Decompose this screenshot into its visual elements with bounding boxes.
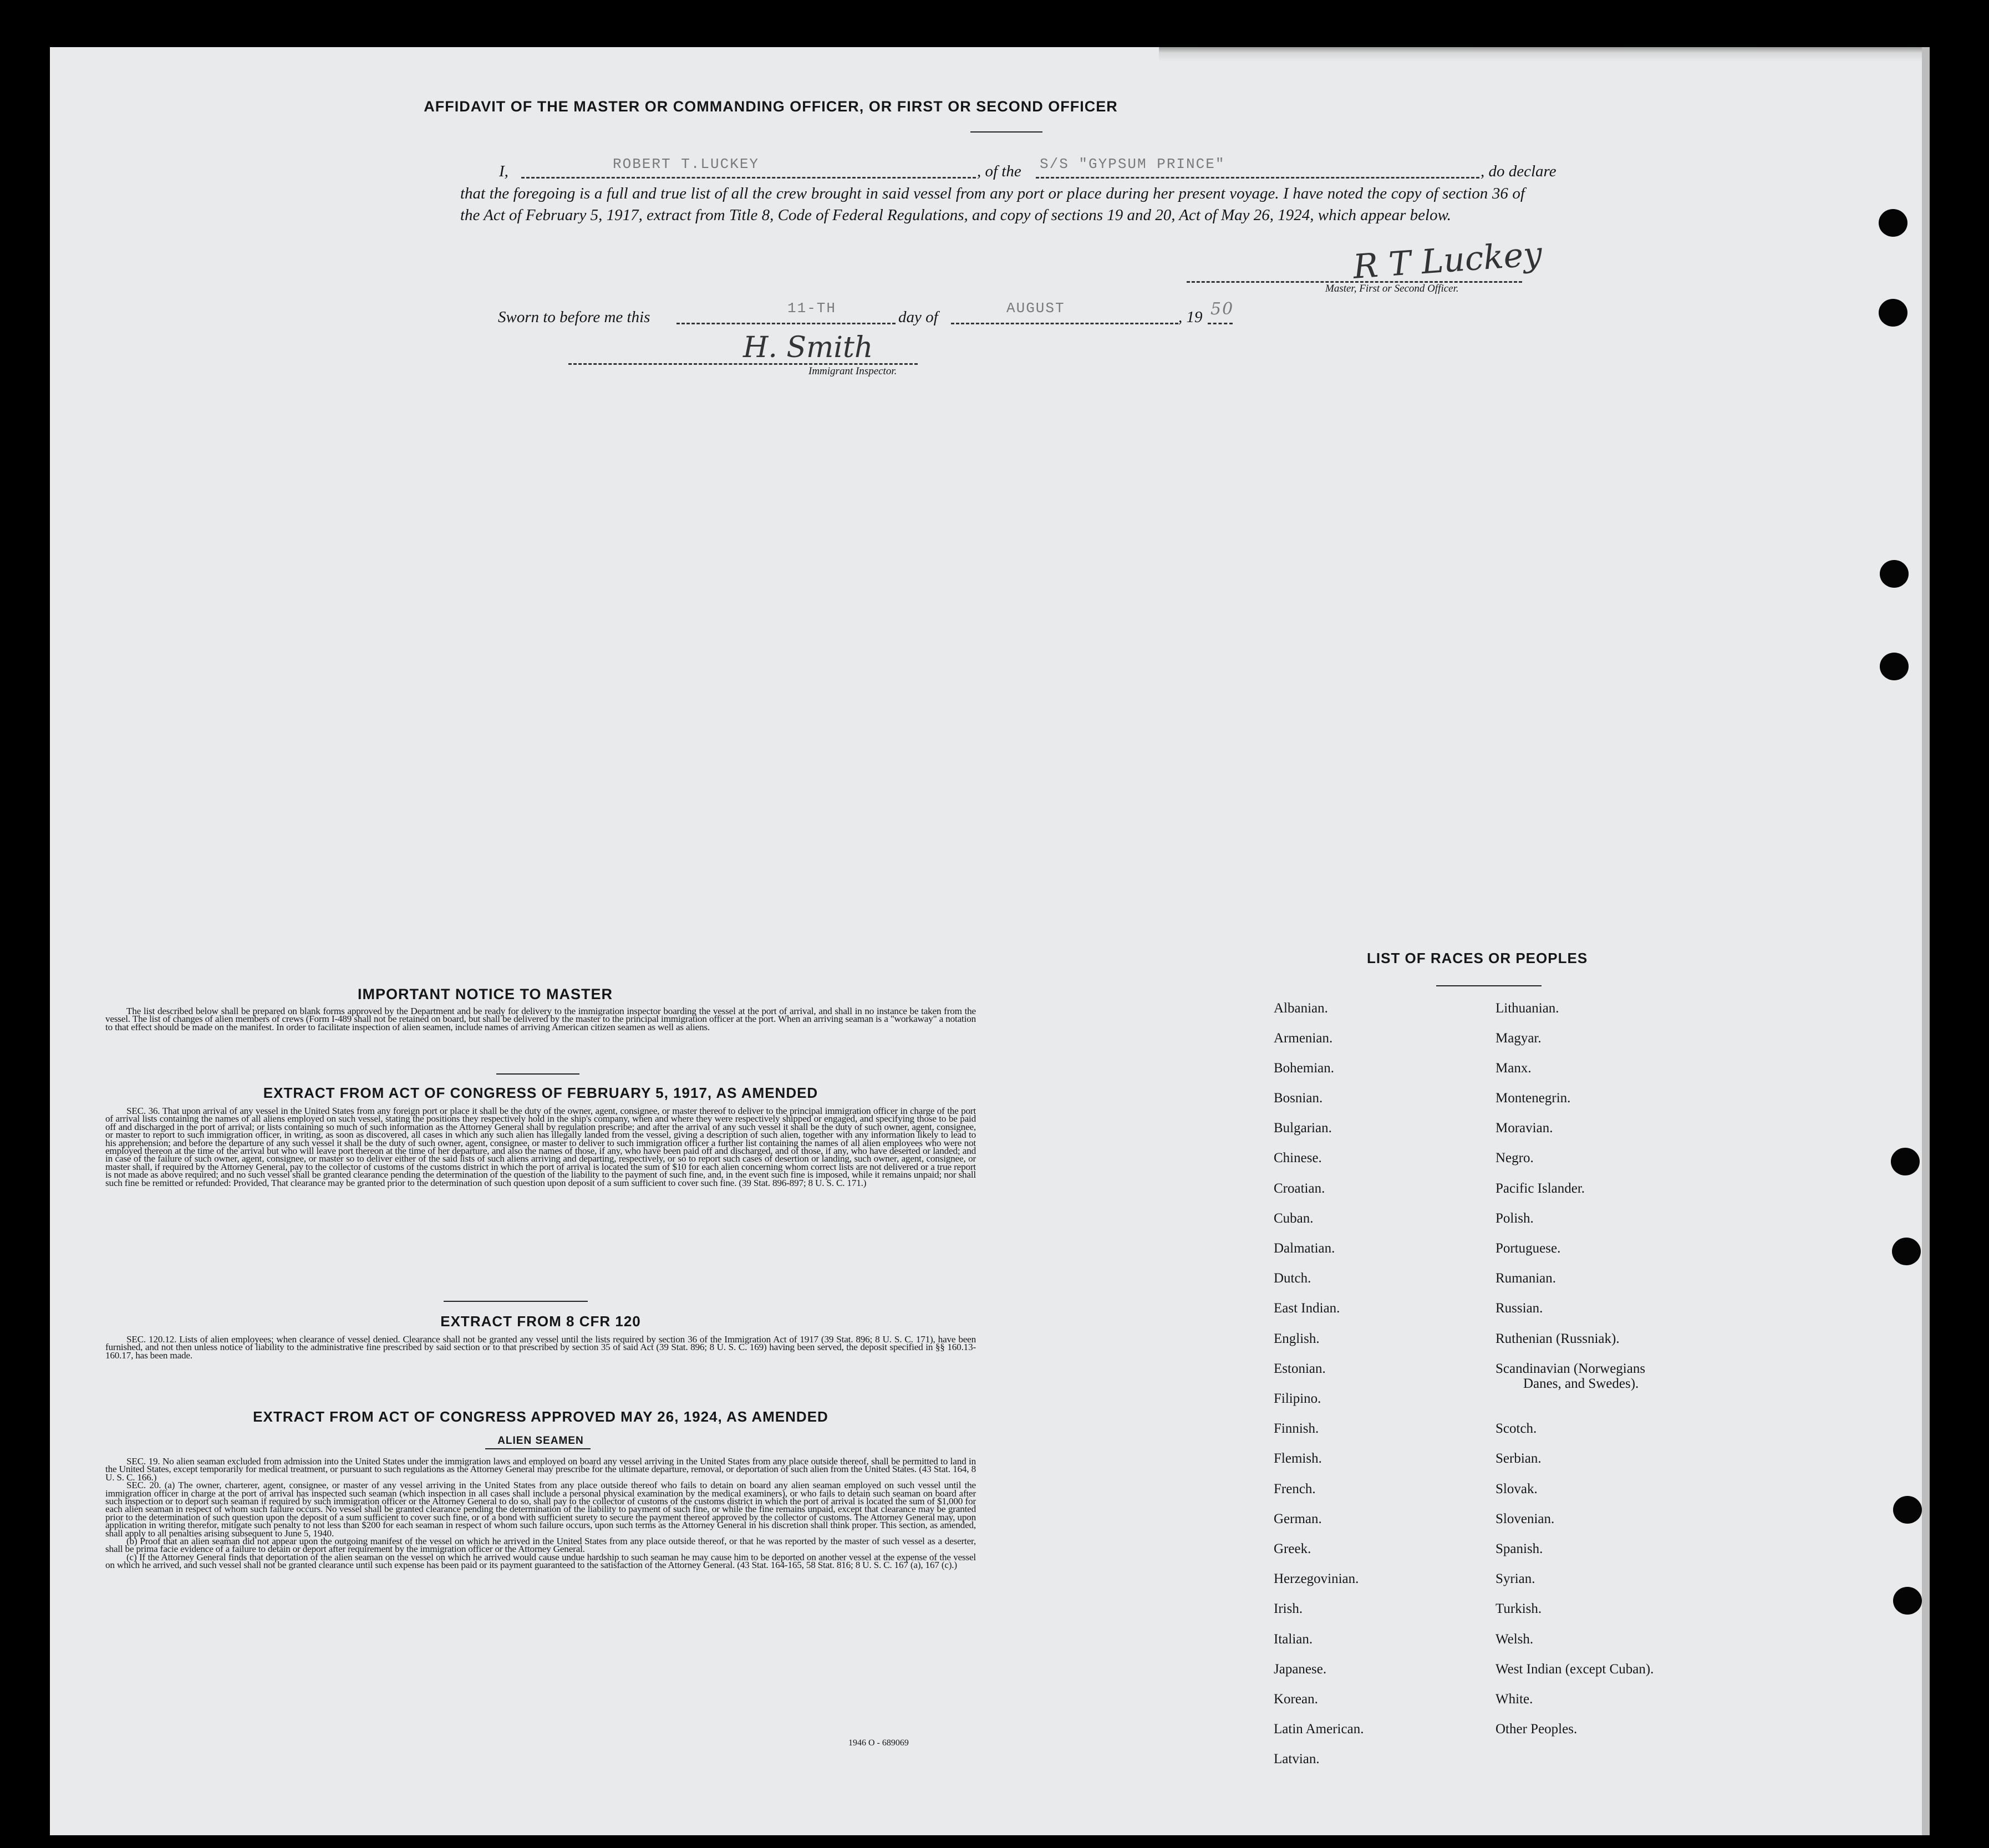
race-item: Bulgarian. — [1274, 1121, 1332, 1136]
extract-1917-title: EXTRACT FROM ACT OF CONGRESS OF FEBRUARY 5, 1917, AS AMENDED — [263, 1085, 818, 1101]
race-item: Irish. — [1274, 1601, 1303, 1616]
races-title-rule — [1436, 985, 1542, 986]
race-item: Magyar. — [1495, 1031, 1542, 1046]
sec-20b-text: (b) Proof that an alien seaman did not appear upon the outgoing manifest of the vessel on which he arrived in the United States from any place outside thereof, or that he was reported by the master of such vessel as a deserter, shall be prima facie evidence of a failure to detain or deport after requirement by the immigration officer or the Attorney General. — [105, 1536, 976, 1555]
punch-hole — [1879, 209, 1907, 237]
race-item: Moravian. — [1495, 1121, 1553, 1136]
race-item: German. — [1274, 1511, 1322, 1526]
race-item: West Indian (except Cuban). — [1495, 1662, 1654, 1677]
do-declare-label: , do declare — [1481, 162, 1556, 180]
race-item: East Indian. — [1274, 1301, 1340, 1316]
race-item: Estonian. — [1274, 1361, 1326, 1376]
race-item: Bosnian. — [1274, 1091, 1323, 1106]
sworn-day: 11-TH — [787, 300, 837, 317]
races-title: LIST OF RACES OR PEOPLES — [1367, 950, 1588, 966]
sworn-day-line — [676, 323, 896, 324]
race-item: French. — [1274, 1482, 1316, 1496]
vessel-name: S/S "GYPSUM PRINCE" — [1040, 156, 1225, 172]
punch-hole — [1893, 1587, 1922, 1615]
race-item: English. — [1274, 1331, 1320, 1346]
affidavit-body: that the foregoing is a full and true list of all the crew brought in said vessel from any port or place during her present voyage. I have noted the copy of section 36 of the Act of February 5, 1917, extract from Title 8, Code of Federal Regulations, and copy of sections 19 and 20, Act of May 26, 1924, which appear below. — [460, 185, 1525, 224]
notice-text: The list described below shall be prepared on blank forms approved by the Department and be ready for delivery to the immigration inspector boarding the vessel at the port of arrival, and shall in no instance be taken from the vessel. The list of changes of alien members of crews (Form I-489 shall not be retained on board, but shall be delivered by the master to the principal immigration officer at the port. When an arriving seaman is a "workaway" a notation to that effect should be made on the manifest. In order to facilitate inspection of alien seamen, include names of arriving American citizen seamen as well as aliens. — [105, 1006, 976, 1032]
i-label: I, — [499, 162, 508, 180]
race-item: Croatian. — [1274, 1181, 1325, 1196]
year-prefix: , 19 — [1178, 308, 1203, 326]
alien-seamen-subtitle: ALIEN SEAMEN — [497, 1435, 584, 1447]
inspector-caption: Immigrant Inspector. — [808, 365, 897, 377]
extract-1924-body — [105, 1458, 976, 1570]
sec-20a-text: SEC. 20. (a) The owner, charterer, agent, consignee, or master of any vessel arriving in the United States from any place outside thereof who fails to detain on board any alien seaman employed on such vessel until the immigration officer in charge at the port of arrival has inspected such seaman (which inspection in all cases shall include a personal physical examination by the medical examiners), or who fails to detain such seaman on board after such inspection or to deport such seaman if required by such immigration officer or the Attorney General to do so, shall pay to the collector of customs of the customs district in which the port of arrival is located the sum of $1,000 for each alien seaman in respect of whom such failure occurs. No vessel shall be granted clearance pending the determination of the liability to payment of such fine, or while the fine remains unpaid, except that clearance may be granted prior to the determination of such question upon the deposit of a sum sufficient to cover such fine, or of a bond with sufficient surety to secure the payment thereof approved by the collector of customs. The Attorney General may, upon application in writing therefor, mitigate such penalty to not less than $200 for each seaman in respect of whom such failure occurs, upon such terms as the Attorney General in his discretion shall think proper. This section, as amended, shall apply to all penalties arising subsequent to June 5, 1940. — [105, 1480, 976, 1539]
race-item: Polish. — [1495, 1211, 1534, 1226]
race-item: Greek. — [1274, 1541, 1311, 1556]
extract-1924-title: EXTRACT FROM ACT OF CONGRESS APPROVED MAY 26, 1924, AS AMENDED — [253, 1408, 828, 1425]
race-item: Flemish. — [1274, 1451, 1322, 1466]
race-item: Syrian. — [1495, 1571, 1535, 1586]
punch-hole — [1891, 1148, 1920, 1175]
day-of-label: day of — [898, 308, 938, 326]
affidavit-title: AFFIDAVIT OF THE MASTER OR COMMANDING OFFICER, OR FIRST OR SECOND OFFICER — [424, 98, 1118, 115]
punch-hole — [1892, 1238, 1921, 1265]
year-line — [1208, 323, 1233, 324]
race-item: Montenegrin. — [1495, 1091, 1571, 1106]
sworn-label: Sworn to before me this — [498, 308, 650, 326]
print-code: 1946 O - 689069 — [848, 1738, 909, 1748]
master-signature: R T Luckey — [1351, 235, 1544, 287]
subtitle-rule — [485, 1448, 591, 1449]
race-item: Chinese. — [1274, 1150, 1322, 1165]
vessel-name-line — [1036, 177, 1479, 179]
punch-hole — [1880, 653, 1909, 680]
section-rule — [444, 1301, 588, 1302]
race-item: Latvian. — [1274, 1752, 1320, 1766]
extract-cfr-title: EXTRACT FROM 8 CFR 120 — [440, 1313, 641, 1330]
race-item: Bohemian. — [1274, 1061, 1335, 1076]
extract-1917-text: SEC. 36. That upon arrival of any vessel in the United States from any foreign port or place it shall be the duty of the owner, agent, consignee, or master thereof to deliver to the principal immigration officer in charge of the port of arrival lists containing the names of all aliens employed on such vessel, stating the positions they respectively hold in the ship's company, when and where they were respectively shipped or engaged, and specifying those to be paid off and discharged in the port of arrival; or lists containing so much of such information as the Attorney General shall by regulation prescribe; and after the arrival of any such vessel it shall be the duty of such owner, agent, consignee, or master to report to such immigration officer, in writing, as soon as discovered, all cases in which any such alien has illegally landed from the vessel, giving a description of such alien, together with any information likely to lead to his apprehension; and before the departure of any such vessel it shall be the duty of such owner, agent, consignee, or master to deliver to such immigration officer a further list containing the names of all alien employees who were not employed thereon at the time of the arrival but who will leave port thereon at the time of her departure, and also the names of those, if any, who have been paid off and discharged, and of those, if any, who have deserted or landed; and in case of the failure of such owner, agent, consignee, or master so to deliver either of the said lists of such aliens arriving and departing, respectively, or so to report such cases of desertion or landing, such owner, agent, consignee, or master shall, if required by the Attorney General, pay to the collector of customs of the customs district in which the port of arrival is located the sum of $10 for each alien concerning whom correct lists are not delivered or a true report is not made as above required; and no such vessel shall be granted clearance pending the determination of the question of the liability to the payment of such fine, and, in the event such fine is imposed, while it remains unpaid; nor shall such fine be remitted or refunded: Provided, That clearance may be granted prior to the determination of such question upon deposit of a sum sufficient to cover such fine. (39 Stat. 896-897; 8 U. S. C. 171.) — [105, 1106, 976, 1188]
race-item: Rumanian. — [1495, 1271, 1556, 1286]
inspector-signature: H. Smith — [743, 331, 873, 364]
title-rule — [970, 131, 1042, 133]
notice-title: IMPORTANT NOTICE TO MASTER — [358, 986, 613, 1002]
sworn-month-line — [951, 323, 1178, 324]
master-name: ROBERT T.LUCKEY — [613, 156, 760, 172]
document-page — [50, 47, 1930, 1835]
race-item: Welsh. — [1495, 1632, 1534, 1647]
master-caption: Master, First or Second Officer. — [1325, 283, 1459, 294]
year-suffix: 50 — [1210, 299, 1234, 319]
race-item: Russian. — [1495, 1301, 1543, 1316]
race-item: Albanian. — [1274, 1001, 1328, 1016]
race-item: Pacific Islander. — [1495, 1181, 1585, 1196]
torn-top-edge — [1159, 47, 1930, 62]
race-item: Serbian. — [1495, 1451, 1542, 1466]
race-item: Other Peoples. — [1495, 1722, 1578, 1737]
master-name-line — [521, 177, 976, 179]
punch-hole — [1880, 560, 1909, 588]
race-item: White. — [1495, 1692, 1533, 1707]
race-item: Manx. — [1495, 1061, 1532, 1076]
race-item: Dalmatian. — [1274, 1241, 1335, 1256]
race-item: Slovenian. — [1495, 1511, 1555, 1526]
race-item: Turkish. — [1495, 1601, 1542, 1616]
race-item: Lithuanian. — [1495, 1001, 1559, 1016]
race-item: Dutch. — [1274, 1271, 1311, 1286]
race-item: Negro. — [1495, 1150, 1534, 1165]
race-item: Danes, and Swedes). — [1523, 1376, 1639, 1391]
race-item: Slovak. — [1495, 1482, 1538, 1496]
punch-hole — [1879, 299, 1907, 327]
race-item: Scotch. — [1495, 1421, 1537, 1436]
page-right-edge — [1922, 47, 1930, 1835]
race-item: Scandinavian (Norwegians — [1495, 1361, 1646, 1376]
race-item: Latin American. — [1274, 1722, 1364, 1737]
race-item: Korean. — [1274, 1692, 1318, 1707]
of-the-label: , of the — [977, 162, 1021, 180]
race-item: Japanese. — [1274, 1662, 1327, 1677]
race-item: Portuguese. — [1495, 1241, 1561, 1256]
extract-cfr-text: SEC. 120.12. Lists of alien employees; when clearance of vessel denied. Clearance shall not be granted any vessel until the lists required by section 36 of the Immigration Act of 1917 (39 Stat. 896; 8 U. S. C. 171), have been furnished, and not then unless notice of liability to the administrative fine prescribed by said section or to that prescribed by section 35 of said Act (39 Stat. 896; 8 U. S. C. 169) having been served, the deposit specified in §§ 160.13-160.17, has been made. — [105, 1334, 976, 1361]
race-item: Spanish. — [1495, 1541, 1543, 1556]
race-item: Armenian. — [1274, 1031, 1333, 1046]
punch-hole — [1893, 1496, 1922, 1524]
race-item: Cuban. — [1274, 1211, 1314, 1226]
race-item: Herzegovinian. — [1274, 1571, 1359, 1586]
section-rule — [496, 1073, 579, 1075]
sworn-month: AUGUST — [1006, 300, 1065, 317]
race-item: Filipino. — [1274, 1391, 1321, 1406]
race-item: Finnish. — [1274, 1421, 1319, 1436]
race-item: Ruthenian (Russniak). — [1495, 1331, 1620, 1346]
race-item: Italian. — [1274, 1632, 1313, 1647]
sec-20c-text: (c) If the Attorney General finds that deportation of the alien seaman on the vessel on which he arrived would cause undue hardship to such seaman he may cause him to be deported on another vessel at the expense of the vessel on which he arrived, and such vessel shall not be granted clearance until such expense has been paid or its payment guaranteed to the satisfaction of the Attorney General. (43 Stat. 164-165, 58 Stat. 816; 8 U. S. C. 167 (a), 167 (c).) — [105, 1551, 976, 1571]
sec-19-text: SEC. 19. No alien seaman excluded from admission into the United States under the immigration laws and employed on board any vessel arriving in the United States from any place outside thereof, shall be permitted to land in the United States, except temporarily for medical treatment, or pursuant to such regulations as the Attorney General may prescribe for the ultimate departure, removal, or deportation of such alien from the United States. (43 Stat. 164, 8 U. S. C. 166.) — [105, 1456, 976, 1483]
